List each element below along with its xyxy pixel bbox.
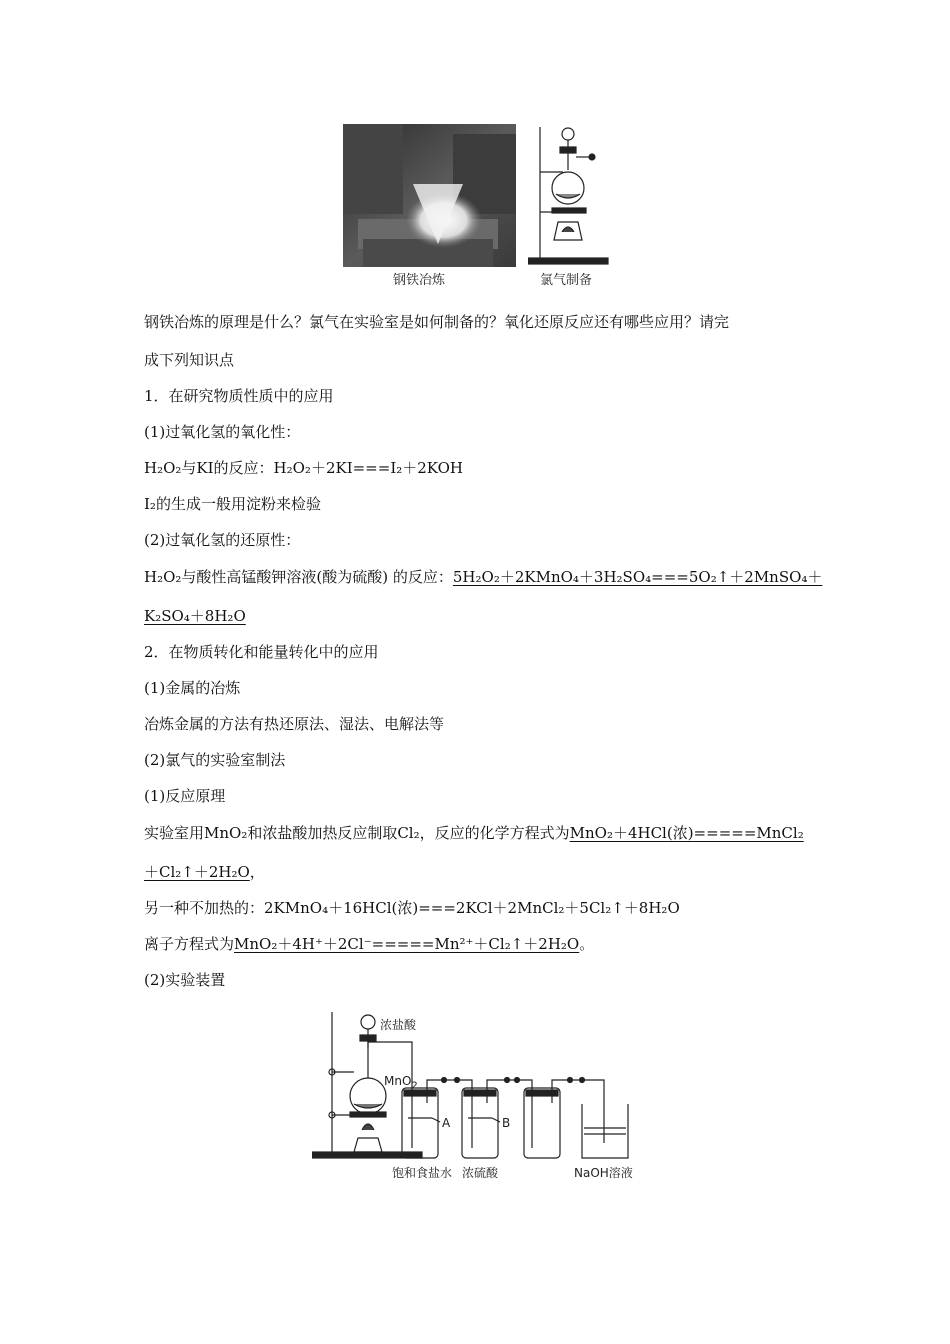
- chlorine-equation-line: [144, 823, 804, 843]
- label-b: B: [502, 1116, 511, 1130]
- chlorine-apparatus-small: [528, 122, 613, 267]
- h2o2-kmno4-equation-a: 5H₂O₂＋2KMnO₄＋3H₂SO₄===5O₂↑＋2MnSO₄＋: [452, 568, 823, 586]
- section-1-heading: 1．在研究物质性质中的应用: [144, 387, 334, 405]
- metal-smelting-methods: 冶炼金属的方法有热还原法、湿法、电解法等: [144, 715, 445, 733]
- h2o2-kmno4-line: [144, 567, 822, 587]
- intro-line-1: 钢铁冶炼的原理是什么？氯气在实验室是如何制备的？氧化还原反应还有哪些应用？请完: [144, 313, 730, 331]
- h2o2-kmno4-line-2: [144, 606, 246, 626]
- photo-caption: 钢铁冶炼: [393, 273, 446, 288]
- reaction-principle-heading: (1)反应原理: [144, 787, 226, 805]
- label-naoh-solution: NaOH溶液: [574, 1166, 633, 1180]
- ionic-equation: MnO₂＋4H⁺＋2Cl⁻=====Mn²⁺＋Cl₂↑＋2H₂O: [234, 935, 580, 953]
- apparatus-caption: 氯气制备: [540, 273, 593, 288]
- ionic-equation-end: 。: [579, 935, 595, 953]
- h2o2-ki-equation: H₂O₂与KI的反应：H₂O₂＋2KI===I₂＋2KOH: [144, 459, 463, 477]
- ionic-equation-line: [144, 934, 594, 954]
- chlorine-equation-prefix: 实验室用MnO₂和浓盐酸加热反应制取Cl₂，反应的化学方程式为: [144, 824, 570, 842]
- label-saturated-brine: 饱和食盐水: [392, 1166, 453, 1180]
- label-conc-hcl: 浓盐酸: [380, 1018, 417, 1032]
- section-2-1-heading: (1)金属的冶炼: [144, 679, 241, 697]
- label-a: A: [442, 1116, 451, 1130]
- section-2-2-heading: (2)氯气的实验室制法: [144, 751, 286, 769]
- chlorine-equation-b: ＋Cl₂↑＋2H₂O: [144, 863, 250, 881]
- steel-smelting-photo: [343, 124, 516, 267]
- section-1-1-heading: (1)过氧化氢的氧化性：: [144, 423, 301, 441]
- chlorine-equation-a: MnO₂＋4HCl(浓)=====MnCl₂: [569, 824, 804, 842]
- iodine-test-note: I₂的生成一般用淀粉来检验: [144, 495, 321, 513]
- intro-line-2: 成下列知识点: [144, 351, 235, 369]
- apparatus-heading: (2)实验装置: [144, 971, 226, 989]
- label-conc-h2so4: 浓硫酸: [462, 1166, 499, 1180]
- chlorine-equation-line-2: [144, 862, 265, 882]
- h2o2-kmno4-prefix: H₂O₂与酸性高锰酸钾溶液(酸为硫酸) 的反应：: [144, 568, 453, 586]
- ionic-equation-prefix: 离子方程式为: [144, 935, 235, 953]
- top-figures: [343, 122, 613, 290]
- chlorine-equation-comma: ，: [249, 863, 265, 881]
- label-mno2: MnO$_2$: [384, 1074, 418, 1092]
- section-2-heading: 2．在物质转化和能量转化中的应用: [144, 643, 379, 661]
- h2o2-kmno4-equation-b: K₂SO₄＋8H₂O: [144, 607, 246, 625]
- chlorine-apparatus-diagram: [312, 1008, 642, 1182]
- section-1-2-heading: (2)过氧化氢的还原性：: [144, 531, 301, 549]
- kmno4-alternative-equation: 另一种不加热的：2KMnO₄＋16HCl(浓)===2KCl＋2MnCl₂＋5Cl₂↑＋8H₂O: [144, 899, 680, 917]
